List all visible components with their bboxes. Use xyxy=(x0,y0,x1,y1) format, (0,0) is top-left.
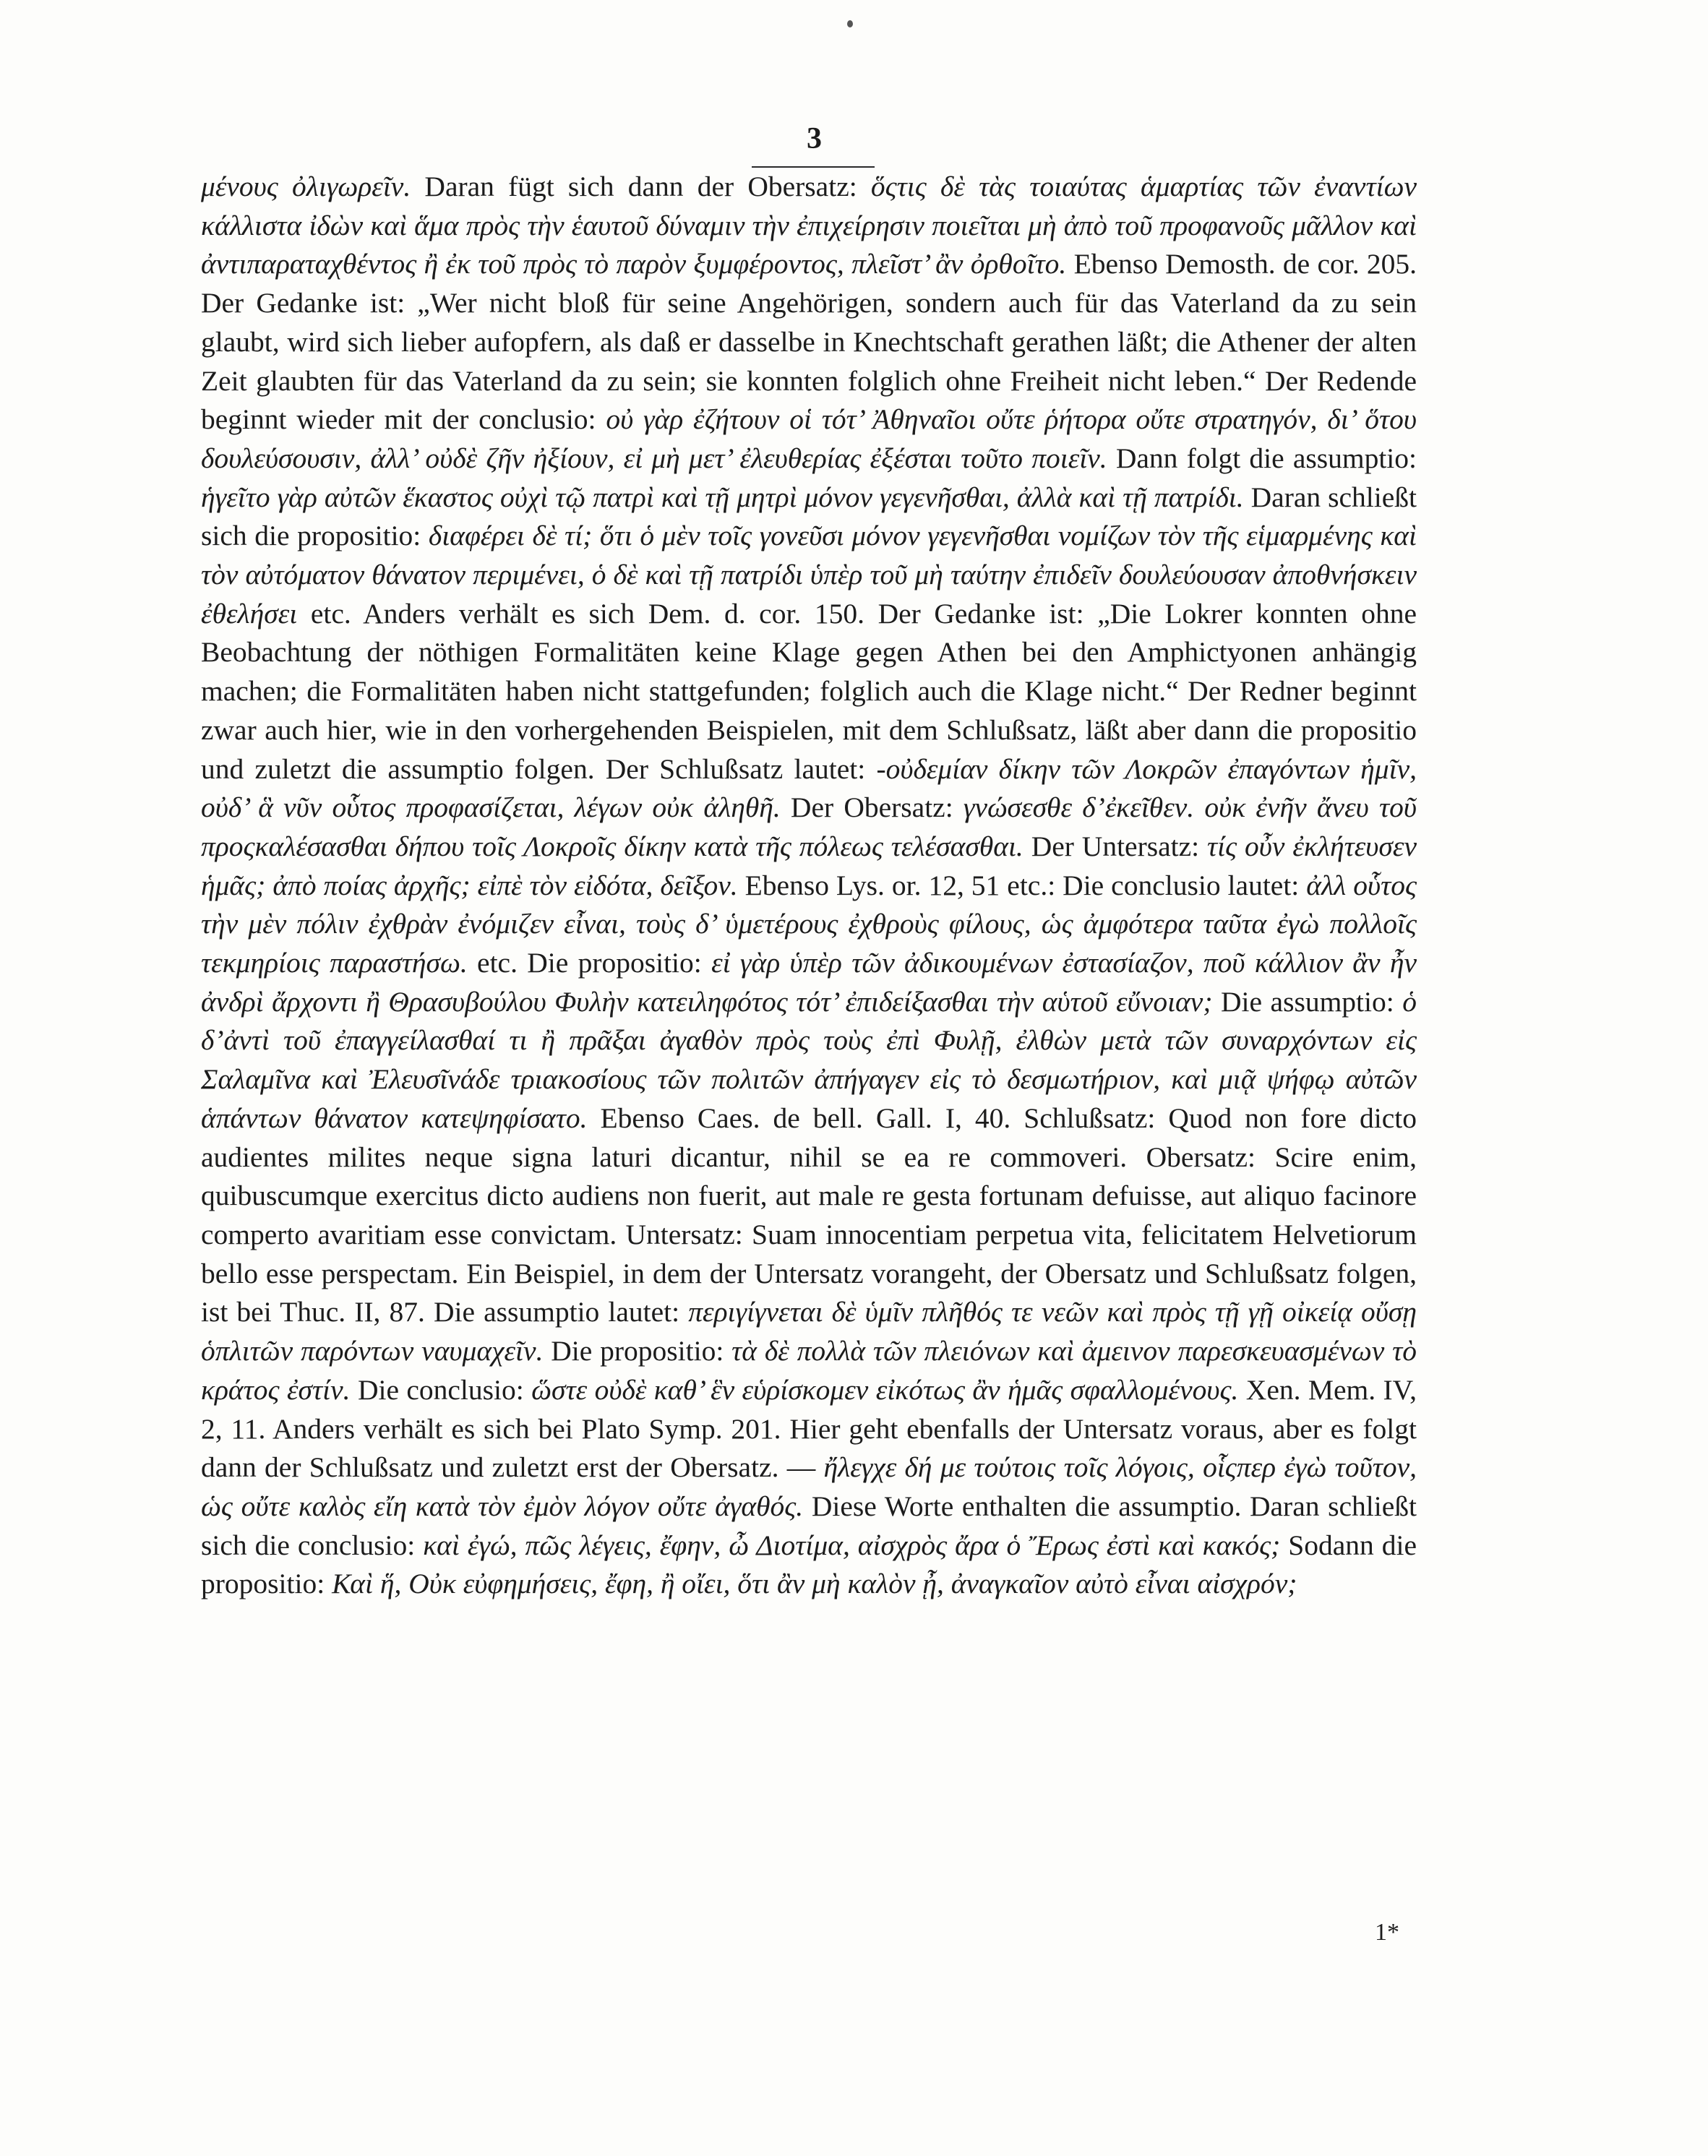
greek-quotation: ἡγεῖτο γὰρ αὐτῶν ἕκαστος οὐχὶ τῷ πατρὶ καὶ τῇ μητρὶ μόνον γεγενῆσθαι, ἀλλὰ καὶ τῇ πατρίδι. xyxy=(201,481,1251,513)
greek-quotation: ὅςτις δὲ τὰς τοιαύτας ἁμαρτίας τῶν ἐναντίων κάλλιστα ἰδὼν καὶ ἅμα πρὸς τὴν ἑαυτοῦ δύναμιν τὴν ἐπιχείρησιν ποιεῖται μὴ ἀπὸ τοῦ προφανοῦς μᾶλλον καὶ ἀντιπαραταχθέντος ἢ ἐκ τοῦ πρὸς τὸ παρὸν ξυμφέροντος, πλεῖστ’ ἂν ὀρθοῖτο. xyxy=(201,171,1417,280)
commentary-text: Xen. Mem. IV, 2, 11. Anders verhält es sich bei Plato Symp. 201. Hier geht ebenfalls der Untersatz voraus, aber es folgt dann der Schlußsatz und zuletzt erst der Obersatz. — xyxy=(201,1373,1417,1484)
paragraph xyxy=(201,168,1417,1604)
commentary-text: etc. Die propositio: xyxy=(477,947,712,979)
printer-signature-mark: 1* xyxy=(1375,1919,1399,1946)
greek-quotation: εἰ γὰρ ὑπὲρ τῶν ἀδικουμένων ἐστασίαζον, ποῦ κάλλιον ἂν ἦν ἀνδρὶ ἄρχοντι ἢ Θρασυβούλου Φυλὴν κατειληφότος τότ’ ἐπιδείξασθαι τὴν αὑτοῦ εὔνοιαν; xyxy=(201,947,1417,1018)
greek-quotation: διαφέρει δὲ τί; ὅτι ὁ μὲν τοῖς γονεῦσι μόνον γεγενῆσθαι νομίζων τὸν τῆς εἱμαρμένης καὶ τὸν αὐτόματον θάνατον περιμένει, ὁ δὲ καὶ τῇ πατρίδι ὑπὲρ τοῦ μὴ ταύτην ἐπιδεῖν δουλεύουσαν ἀποθνήσκειν ἐθελήσει xyxy=(201,520,1417,630)
greek-quotation: ὁ δ’ἀντὶ τοῦ ἐπαγγείλασθαί τι ἢ πρᾶξαι ἀγαθὸν πρὸς τοὺς ἐπὶ Φυλῇ, ἐλθὼν μετὰ τῶν συναρχόντων εἰς Σαλαμῖνα καὶ Ἐλευσῖνάδε τριακοσίους τῶν πολιτῶν ἀπήγαγεν εἰς τὸ δεσμωτήριον, καὶ μιᾷ ψήφῳ αὐτῶν ἁπάντων θάνατον κατεψηφίσατο. xyxy=(201,985,1417,1134)
greek-quotation: ἤλεγχε δή με τούτοις τοῖς λόγοις, οἷςπερ ἐγὼ τοῦτον, ὡς οὔτε καλὸς εἴη κατὰ τὸν ἐμὸν λόγον οὔτε ἀγαθός. xyxy=(201,1451,1417,1522)
commentary-text: Die conclusio: xyxy=(357,1373,532,1406)
greek-quotation: μένους ὀλιγωρεῖν. xyxy=(201,171,425,202)
commentary-text: Ebenso Caes. de bell. Gall. I, 40. Schlußsatz: Quod non fore dicto audientes milites neque signa laturi dicantur, nihil se ea re commoveri. Obersatz: Scire enim, quibuscumque exercitus dicto audiens non fuerit, aut male re gesta fortunam defuisse, aut aliquo facinore comperto avaritiam esse convictam. Untersatz: Suam innocentiam perpetua vita, felicitatem Helvetiorum bello esse perspectam. Ein Beispiel, in dem der Untersatz vorangeht, der Obersatz und Schlußsatz folgen, ist bei Thuc. II, 87. Die assumptio lautet: xyxy=(201,1101,1417,1328)
greek-quotation: οὐ γὰρ ἐζήτουν οἱ τότ’ Ἀθηναῖοι οὔτε ῥήτορα οὔτε στρατηγόν, δι’ ὅτου δουλεύσουσιν, ἀλλ’ οὐδὲ ζῆν ἠξίουν, εἰ μὴ μετ’ ἐλευθερίας ἐξέσται τοῦτο ποιεῖν. xyxy=(201,403,1417,474)
greek-quotation: -οὐδεμίαν δίκην τῶν Λοκρῶν ἐπαγόντων ἡμῖν, οὐδ’ ἃ νῦν οὗτος προφασίζεται, λέγων οὐκ ἀληθῆ. xyxy=(201,752,1417,824)
commentary-text: Sodann die propositio: xyxy=(201,1529,1417,1600)
greek-quotation: καὶ ἐγώ, πῶς λέγεις, ἔφην, ὦ Διοτίμα, αἰσχρὸς ἄρα ὁ Ἔρως ἐστὶ καὶ κακός; xyxy=(423,1529,1289,1561)
main-text-block xyxy=(201,168,1417,1604)
commentary-text: Daran fügt sich dann der Obersatz: xyxy=(424,171,871,202)
commentary-text: Ebenso Demosth. de cor. 205. Der Gedanke ist: „Wer nicht bloß für seine Angehörigen, sondern auch für das Vaterland da zu sein glaubt, wird sich lieber aufopfern, als daß er dasselbe in Knechtschaft gerathen läßt; die Athener der alten Zeit glaubten für das Vaterland da zu sein; sie konnten folglich ohne Freiheit nicht leben.“ Der Redende beginnt wieder mit der conclusio: xyxy=(201,248,1417,436)
commentary-text: Die propositio: xyxy=(551,1335,732,1367)
commentary-text: Ebenso Lys. or. 12, 51 etc.: Die conclusio lautet: xyxy=(744,869,1307,901)
greek-quotation: τίς οὖν ἐκλήτευσεν ἡμᾶς; ἀπὸ ποίας ἀρχῆς; εἰπὲ τὸν εἰδότα, δεῖξον. xyxy=(201,830,1417,901)
commentary-text: Die assumptio: xyxy=(1221,985,1403,1018)
commentary-text: Dann folgt die assumptio: xyxy=(1115,442,1417,474)
greek-quotation: τὰ δὲ πολλὰ τῶν πλειόνων καὶ ἀμεινον παρεσκευασμένων τὸ κράτος ἐστίν. xyxy=(201,1335,1417,1406)
greek-quotation: περιγίγνεται δὲ ὑμῖν πλῆθός τε νεῶν καὶ πρὸς τῇ γῇ οἰκείᾳ οὔσῃ ὁπλιτῶν παρόντων ναυμαχεῖν. xyxy=(201,1296,1417,1367)
greek-quotation: ἀλλ οὗτος τὴν μὲν πόλιν ἐχθρὰν ἐνόμιζεν εἶναι, τοὺς δ’ ὑμετέρους ἐχθροὺς φίλους, ὡς ἀμφότερα ταῦτα ἐγὼ πολλοῖς τεκμηρίοις παραστήσω. xyxy=(201,869,1417,979)
greek-quotation: γνώσεσθε δ’ἐκεῖθεν. οὐκ ἐνῆν ἄνευ τοῦ προςκαλέσασθαι δήπου τοῖς Λοκροῖς δίκην κατὰ τῆς πόλεως τελέσασθαι. xyxy=(201,791,1417,862)
commentary-text: Der Obersatz: xyxy=(790,791,964,824)
greek-quotation: Καὶ ἥ, Οὐκ εὐφημήσεις, ἔφη, ἢ οἴει, ὅτι ἂν μὴ καλὸν ᾖ, ἀναγκαῖον αὐτὸ εἶναι αἰσχρόν; xyxy=(332,1568,1297,1600)
commentary-text: etc. Anders verhält es sich Dem. d. cor. 150. Der Gedanke ist: „Die Lokrer konnten ohne Beobachtung der nöthigen Formalitäten keine Klage gegen Athen bei den Amphictyonen anhängig machen; die Formalitäten haben nicht stattgefunden; folglich auch die Klage nicht.“ Der Redner beginnt zwar auch hier, wie in den vorhergehenden Beispielen, mit dem Schlußsatz, läßt aber dann die propositio und zuletzt die assumptio folgen. Der Schlußsatz lautet: xyxy=(201,597,1417,785)
commentary-text: Diese Worte enthalten die assumptio. Daran schließt sich die conclusio: xyxy=(201,1490,1417,1561)
greek-quotation: ὥστε οὐδὲ καθ’ ἓν εὑρίσκομεν εἰκότως ἂν ἡμᾶς σφαλλομένους. xyxy=(531,1373,1246,1406)
commentary-text: Daran schließt sich die propositio: xyxy=(201,481,1417,552)
page-number: 3 xyxy=(807,122,823,155)
print-speck xyxy=(847,20,853,27)
commentary-text: Der Untersatz: xyxy=(1031,830,1208,862)
